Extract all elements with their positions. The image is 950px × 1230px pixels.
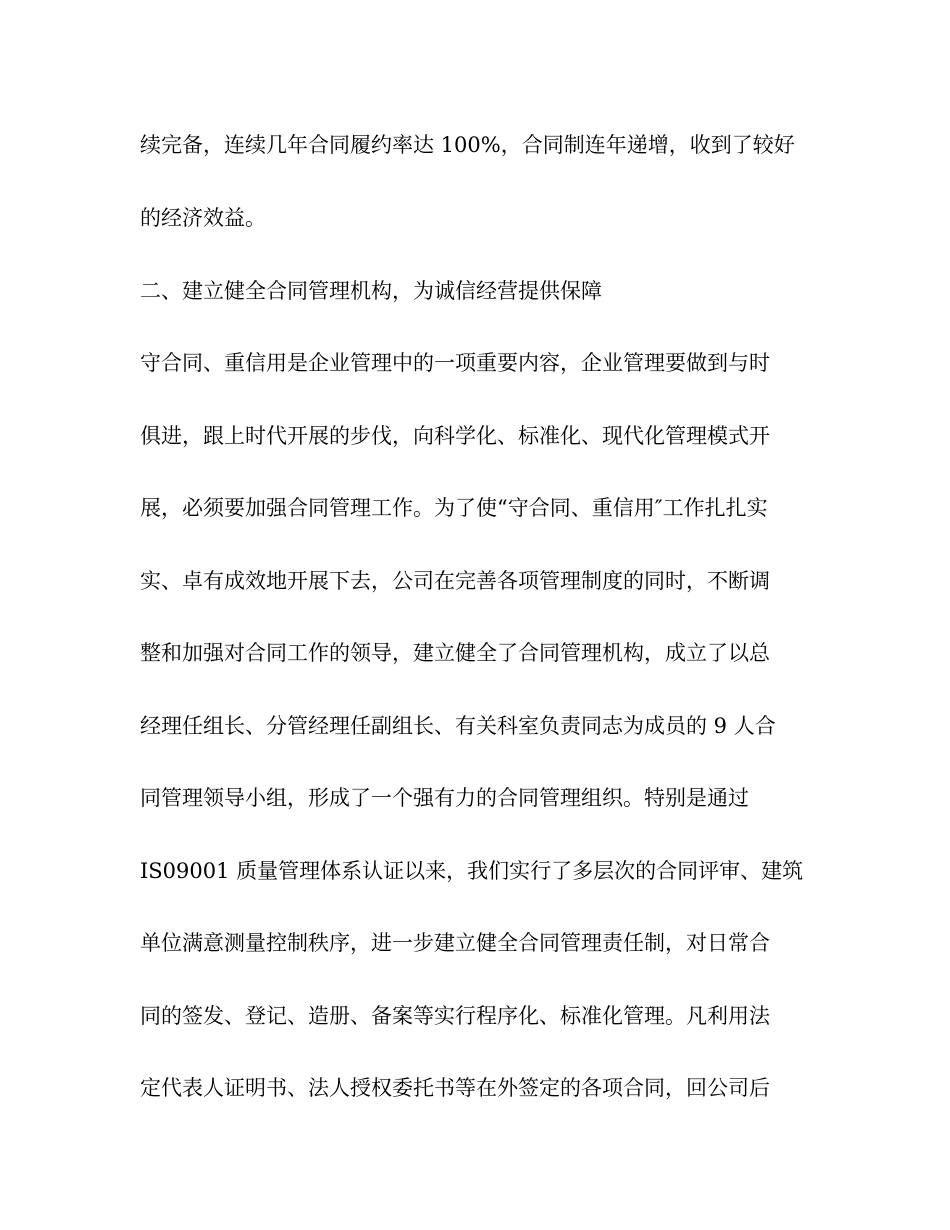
body-text-line: 单位满意测量控制秩序，进一步建立健全合同管理责任制，对日常合 — [140, 931, 770, 955]
body-text-line: 续完备，连续几年合同履约率达 100%，合同制连年递增，收到了较好 — [140, 133, 795, 157]
body-text-line: 同管理领导小组，形成了一个强有力的合同管理组织。特别是通过 — [140, 786, 749, 810]
section-heading: 二、建立健全合同管理机构，为诚信经营提供保障 — [140, 279, 602, 303]
body-text-line: 定代表人证明书、法人授权委托书等在外签定的各项合同，回公司后 — [140, 1076, 770, 1100]
body-text-line: 的经济效益。 — [140, 206, 266, 230]
body-text-line: 实、卓有成效地开展下去，公司在完善各项管理制度的同时，不断调 — [140, 569, 770, 593]
body-text-line: 同的签发、登记、造册、备案等实行程序化、标准化管理。凡利用法 — [140, 1004, 770, 1028]
body-text-line: 俱进，跟上时代开展的步伐，向科学化、标准化、现代化管理模式开 — [140, 424, 770, 448]
body-text-line: 整和加强对合同工作的领导，建立健全了合同管理机构，成立了以总 — [140, 641, 770, 665]
body-text-line: IS09001 质量管理体系认证以来，我们实行了多层次的合同评审、建筑 — [140, 859, 804, 883]
body-text-line: 经理任组长、分管经理任副组长、有关科室负责同志为成员的 9 人合 — [140, 714, 776, 738]
body-text-line: 守合同、重信用是企业管理中的一项重要内容，企业管理要做到与时 — [140, 351, 770, 375]
body-text-line: 展，必须要加强合同管理工作。为了使“守合同、重信用″工作扎扎实 — [140, 496, 768, 520]
